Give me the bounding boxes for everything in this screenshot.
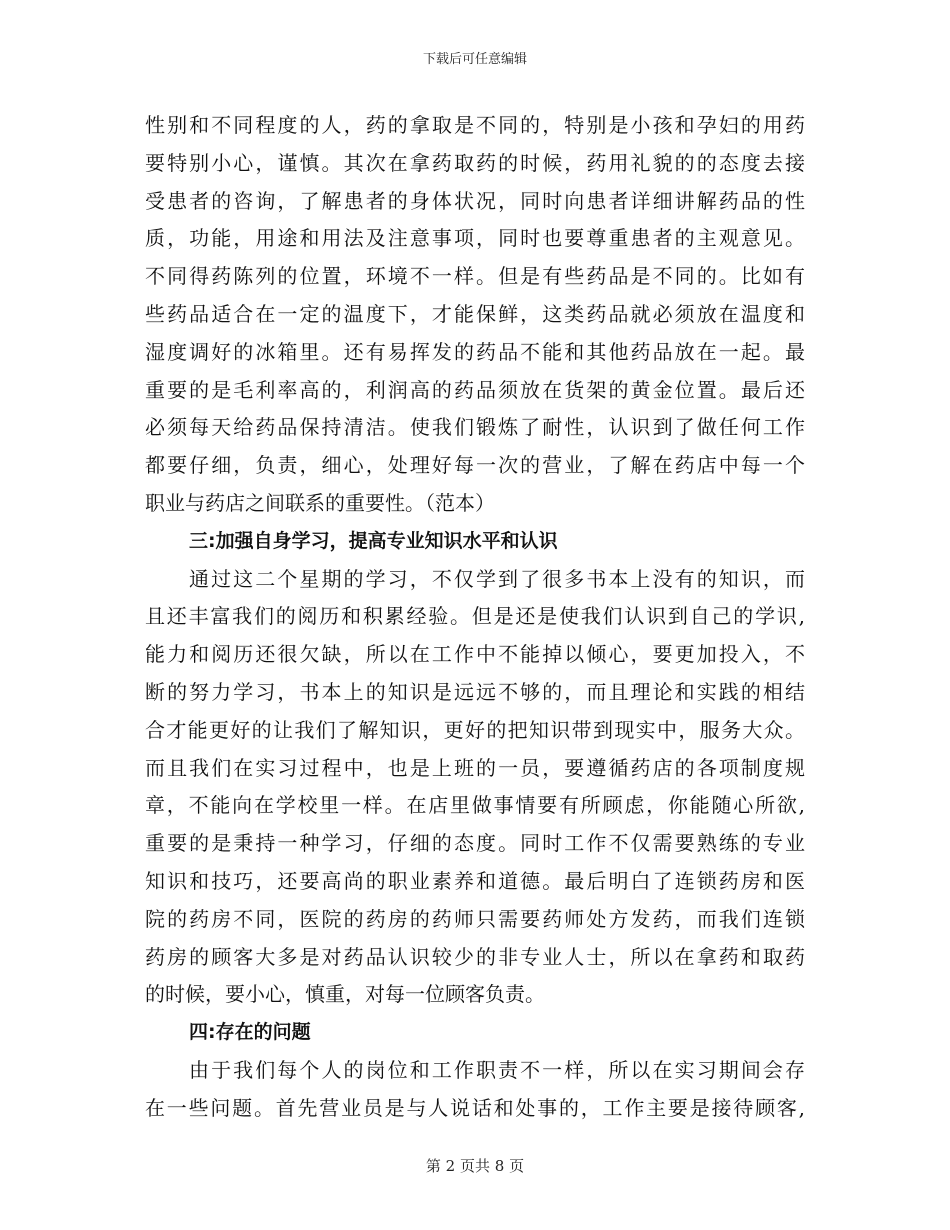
section3-line: 院的药房不同，医院的药房的药师只需要药师处方发药，而我们连锁 bbox=[145, 906, 805, 931]
section3-line: 知识和技巧，还要高尚的职业素养和道德。最后明白了连锁药房和医 bbox=[145, 868, 805, 893]
body-line: 必须每天给药品保持清洁。使我们锻炼了耐性，认识到了做任何工作 bbox=[145, 415, 805, 440]
page-header: 下载后可任意编辑 bbox=[422, 52, 527, 67]
section4-line: 由于我们每个人的岗位和工作职责不一样，所以在实习期间会存 bbox=[189, 1057, 805, 1082]
section3-line: 的时候，要小心，慎重，对每一位顾客负责。 bbox=[145, 982, 545, 1007]
section3-line: 能力和阅历还很欠缺，所以在工作中不能掉以倾心，要更加投入，不 bbox=[145, 642, 805, 667]
section3-line: 章，不能向在学校里一样。在店里做事情要有所顾虑，你能随心所欲, bbox=[145, 793, 805, 818]
body-line: 湿度调好的冰箱里。还有易挥发的药品不能和其他药品放在一起。最 bbox=[145, 339, 805, 364]
body-line: 性别和不同程度的人，药的拿取是不同的，特别是小孩和孕妇的用药 bbox=[145, 113, 805, 137]
body-line: 不同得药陈列的位置，环境不一样。但是有些药品是不同的。比如有 bbox=[145, 264, 805, 289]
section3-line: 且还丰富我们的阅历和积累经验。但是还是使我们认识到自己的学识, bbox=[145, 604, 805, 629]
section3-line: 断的努力学习，书本上的知识是远远不够的，而且理论和实践的相结 bbox=[145, 679, 805, 704]
page-footer: 第 2 页共 8 页 bbox=[425, 1157, 525, 1175]
body-line: 重要的是毛利率高的，利润高的药品须放在货架的黄金位置。最后还 bbox=[145, 377, 805, 402]
body-line: 职业与药店之间联系的重要性。（范本） bbox=[145, 490, 495, 515]
section3-line: 合才能更好的让我们了解知识，更好的把知识带到现实中，服务大众。 bbox=[145, 717, 805, 742]
document-body bbox=[145, 107, 805, 1128]
body-line: 要特别小心，谨慎。其次在拿药取药的时候，药用礼貌的的态度去接 bbox=[145, 150, 805, 175]
section4-line: 在一些问题。首先营业员是与人说话和处事的，工作主要是接待顾客, bbox=[145, 1095, 805, 1120]
section3-line: 重要的是秉持一种学习，仔细的态度。同时工作不仅需要熟练的专业 bbox=[145, 831, 805, 856]
section3-line: 而且我们在实习过程中，也是上班的一员，要遵循药店的各项制度规 bbox=[145, 755, 805, 780]
body-line: 些药品适合在一定的温度下，才能保鲜，这类药品就必须放在温度和 bbox=[145, 301, 805, 326]
section3-line: 通过这二个星期的学习，不仅学到了很多书本上没有的知识，而 bbox=[189, 566, 805, 591]
section-heading-4: 四:存在的问题 bbox=[189, 1021, 311, 1044]
body-line: 都要仔细，负责，细心，处理好每一次的营业，了解在药店中每一个 bbox=[145, 453, 805, 478]
body-line: 质，功能，用途和用法及注意事项，同时也要尊重患者的主观意见。 bbox=[145, 226, 805, 251]
section-heading-3: 三:加强自身学习，提高专业知识水平和认识 bbox=[189, 529, 558, 552]
section3-line: 药房的顾客大多是对药品认识较少的非专业人士，所以在拿药和取药 bbox=[145, 944, 805, 969]
body-line: 受患者的咨询，了解患者的身体状况，同时向患者详细讲解药品的性 bbox=[145, 188, 805, 213]
